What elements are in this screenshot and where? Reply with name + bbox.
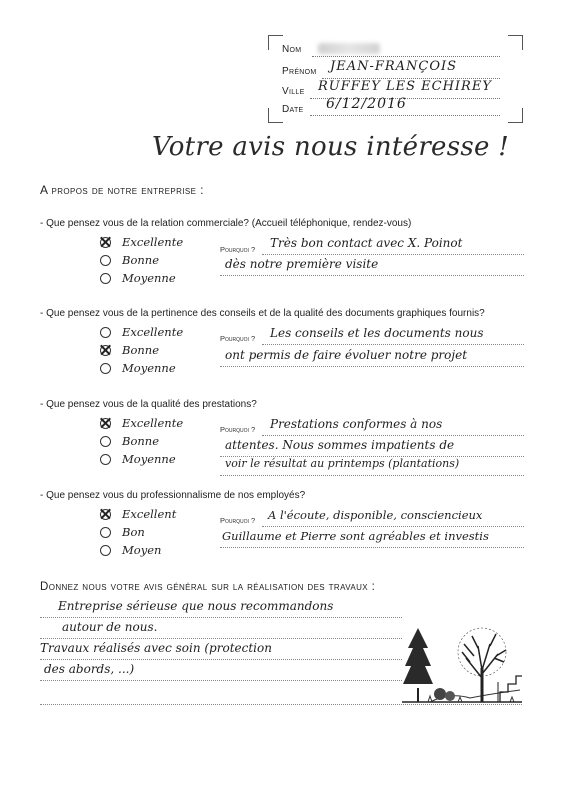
answer-line: A l'écoute, disponible, consciencieux: [268, 508, 483, 522]
option-moyenne[interactable]: Moyenne: [100, 451, 176, 467]
answer-line: Les conseils et les documents nous: [270, 326, 484, 340]
redacted-name: [318, 43, 380, 54]
general-line: des abords, ...): [44, 662, 135, 676]
prenom-label: Prénom: [282, 66, 317, 77]
why-label: Pourquoi ?: [220, 516, 256, 525]
garden-illustration-icon: [400, 618, 524, 706]
why-label: Pourquoi ?: [220, 425, 256, 434]
option-excellente[interactable]: Excellente: [100, 324, 183, 340]
general-line: Entreprise sérieuse que nous recommandons: [58, 599, 334, 613]
radio-button[interactable]: [100, 237, 111, 248]
why-label: Pourquoi ?: [220, 245, 256, 254]
option-bon[interactable]: Bon: [100, 524, 145, 540]
radio-button[interactable]: [100, 545, 111, 556]
ville-value: RUFFEY LES ECHIREY: [318, 79, 492, 94]
option-bonne[interactable]: Bonne: [100, 433, 159, 449]
general-heading: Donnez nous votre avis général sur la réalisation des travaux :: [40, 581, 376, 593]
option-excellent[interactable]: Excellent: [100, 506, 176, 522]
option-bonne[interactable]: Bonne: [100, 342, 159, 358]
ville-label: Ville: [282, 86, 305, 97]
option-moyen[interactable]: Moyen: [100, 542, 161, 558]
option-moyenne[interactable]: Moyenne: [100, 270, 176, 286]
question-text: - Que pensez vous du professionnalisme de nos employés?: [40, 490, 306, 501]
question-text: - Que pensez vous de la qualité des prestations?: [40, 399, 257, 410]
general-line: Travaux réalisés avec soin (protection: [40, 641, 272, 655]
why-label: Pourquoi ?: [220, 334, 256, 343]
answer-line: Très bon contact avec X. Poinot: [270, 236, 463, 250]
option-excellente[interactable]: Excellente: [100, 234, 183, 250]
page-title: Votre avis nous intéresse !: [152, 132, 510, 162]
radio-button[interactable]: [100, 436, 111, 447]
radio-button[interactable]: [100, 363, 111, 374]
radio-button[interactable]: [100, 527, 111, 538]
answer-line: Guillaume et Pierre sont agréables et investis: [222, 529, 489, 543]
answer-line: dès notre première visite: [225, 257, 379, 271]
radio-button[interactable]: [100, 327, 111, 338]
radio-button[interactable]: [100, 273, 111, 284]
date-label: Date: [282, 104, 304, 115]
answer-line: attentes. Nous sommes impatients de: [225, 438, 455, 452]
answer-line: ont permis de faire évoluer notre projet: [225, 348, 468, 362]
radio-button[interactable]: [100, 454, 111, 465]
prenom-value: JEAN-FRANÇOIS: [330, 59, 458, 74]
question-text: - Que pensez vous de la pertinence des conseils et de la qualité des documents graphiques fournis?: [40, 308, 485, 319]
radio-button[interactable]: [100, 255, 111, 266]
radio-button[interactable]: [100, 418, 111, 429]
section-heading: A propos de notre entreprise :: [40, 183, 204, 197]
option-excellente[interactable]: Excellente: [100, 415, 183, 431]
date-value: 6/12/2016: [326, 96, 407, 112]
nom-label: Nom: [282, 44, 302, 55]
radio-button[interactable]: [100, 509, 111, 520]
answer-line: voir le résultat au printemps (plantations): [225, 457, 460, 470]
general-line: autour de nous.: [62, 620, 158, 634]
answer-line: Prestations conformes à nos: [270, 417, 443, 431]
question-text: - Que pensez vous de la relation commerciale? (Accueil téléphonique, rendez-vous): [40, 218, 412, 229]
option-moyenne[interactable]: Moyenne: [100, 360, 176, 376]
option-bonne[interactable]: Bonne: [100, 252, 159, 268]
radio-button[interactable]: [100, 345, 111, 356]
